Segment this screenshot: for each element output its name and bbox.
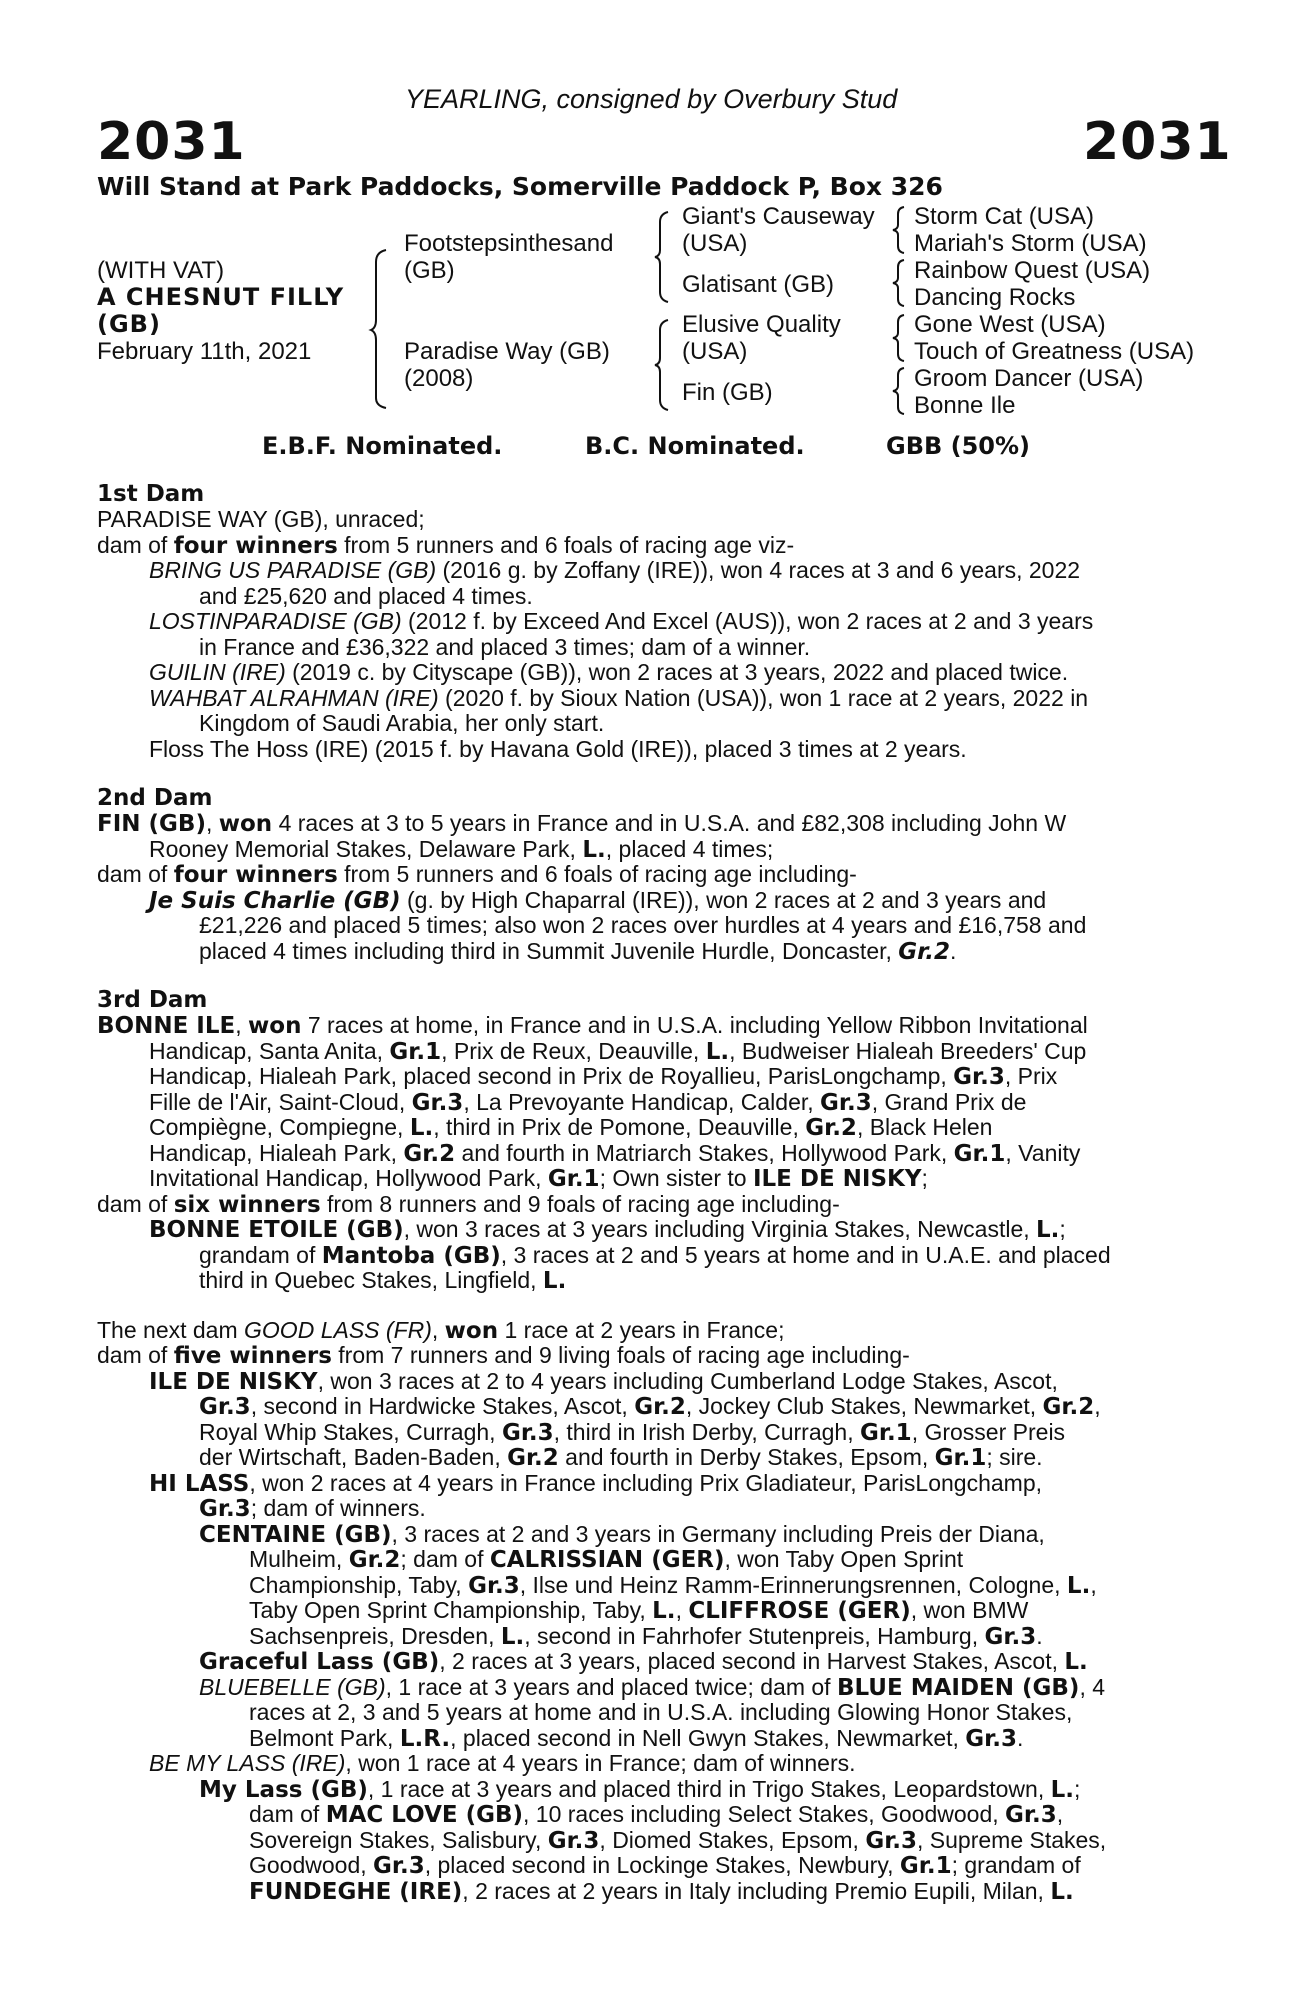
progeny-entry-cont: Sachsenpreis, Dresden, L., second in Fahrhofer Stutenpreis, Hamburg, Gr.3. <box>249 1623 1043 1650</box>
lot-number-right: 2031 <box>1083 112 1232 172</box>
dam-sire: Elusive Quality <box>682 311 841 338</box>
progeny-entry: My Lass (GB), 1 race at 3 years and placed third in Trigo Stakes, Leopardstown, L.; <box>199 1776 1081 1803</box>
progeny-entry-cont: Sovereign Stakes, Salisbury, Gr.3, Diomed Stakes, Epsom, Gr.3, Supreme Stakes, <box>249 1827 1107 1854</box>
third-dam-record-cont: Handicap, Hialeah Park, placed second in Prix de Royallieu, ParisLongchamp, Gr.3, Prix <box>149 1063 1058 1090</box>
progeny-entry: BLUEBELLE (GB), 1 race at 3 years and placed twice; dam of BLUE MAIDEN (GB), 4 <box>199 1674 1106 1701</box>
progeny-entry-cont: Championship, Taby, Gr.3, Ilse und Heinz Ramm-Erinnerungsrennen, Cologne, L., <box>249 1572 1097 1599</box>
bracket-sire <box>654 210 672 302</box>
progeny-entry: HI LASS, won 2 races at 4 years in France including Prix Gladiateur, ParisLongchamp, <box>149 1470 1042 1497</box>
progeny-entry-cont: FUNDEGHE (IRE), 2 races at 2 years in Italy including Premio Eupili, Milan, L. <box>249 1878 1074 1905</box>
second-dam-heading: 2nd Dam <box>97 785 213 811</box>
progeny-entry-cont: dam of MAC LOVE (GB), 10 races including Select Stakes, Goodwood, Gr.3, <box>249 1801 1064 1828</box>
sire-sire-sire: Storm Cat (USA) <box>914 203 1095 230</box>
progeny-entry-cont: third in Quebec Stakes, Lingfield, L. <box>199 1267 567 1294</box>
third-dam-record-cont: Compiègne, Compiegne, L., third in Prix de Pomone, Deauville, Gr.2, Black Helen <box>149 1114 993 1141</box>
stand-location: Will Stand at Park Paddocks, Somerville Paddock P, Box 326 <box>97 172 943 201</box>
progeny-entry: BE MY LASS (IRE), won 1 race at 4 years in France; dam of winners. <box>149 1750 856 1776</box>
bracket-horse <box>370 248 390 408</box>
third-dam-record-cont: Invitational Handicap, Hollywood Park, Gr.1; Own sister to ILE DE NISKY; <box>149 1165 928 1192</box>
foaling-date: February 11th, 2021 <box>97 338 312 365</box>
bracket-ss <box>892 205 908 255</box>
dam-dam-dam: Bonne Ile <box>914 392 1016 419</box>
progeny-entry: LOSTINPARADISE (GB) (2012 f. by Exceed And Excel (AUS)), won 2 races at 2 and 3 years <box>149 608 1094 634</box>
progeny-entry-cont: Belmont Park, L.R., placed second in Nell Gwyn Stakes, Newmarket, Gr.3. <box>249 1725 1024 1752</box>
third-dam-record-cont: Handicap, Santa Anita, Gr.1, Prix de Reux, Deauville, L., Budweiser Hialeah Breeders' Cup <box>149 1038 1087 1065</box>
gbb-percentage: GBB (50%) <box>886 432 1031 460</box>
second-dam-name-line: FIN (GB), won 4 races at 3 to 5 years in France and in U.S.A. and £82,308 including John W <box>97 810 1067 837</box>
sire-dam-sire: Rainbow Quest (USA) <box>914 257 1151 284</box>
progeny-entry: Graceful Lass (GB), 2 races at 3 years, placed second in Harvest Stakes, Ascot, L. <box>199 1648 1088 1675</box>
third-dam-record-cont: Handicap, Hialeah Park, Gr.2 and fourth in Matriarch Stakes, Hollywood Park, Gr.1, Vanity <box>149 1140 1081 1167</box>
bc-nomination: B.C. Nominated. <box>585 432 805 460</box>
dam-name: Paradise Way (GB) <box>404 338 610 365</box>
progeny-entry: WAHBAT ALRAHMAN (IRE) (2020 f. by Sioux Nation (USA)), won 1 race at 2 years, 2022 in <box>149 685 1089 711</box>
dam-sire-country: (USA) <box>682 338 748 365</box>
progeny-entry-cont: races at 2, 3 and 5 years at home and in U.S.A. including Glowing Honor Stakes, <box>249 1699 1073 1725</box>
third-dam-produce-line: dam of six winners from 8 runners and 9 foals of racing age including- <box>97 1191 840 1218</box>
next-dam-produce-line: dam of five winners from 7 runners and 9 living foals of racing age including- <box>97 1342 910 1369</box>
sire-sire: Giant's Causeway <box>682 203 875 230</box>
third-dam-heading: 3rd Dam <box>97 987 208 1013</box>
sire-sire-dam: Mariah's Storm (USA) <box>914 230 1147 257</box>
progeny-entry-cont: der Wirtschaft, Baden-Baden, Gr.2 and fourth in Derby Stakes, Epsom, Gr.1; sire. <box>199 1444 1043 1471</box>
progeny-entry-cont: Gr.3; dam of winners. <box>199 1495 426 1522</box>
sire-name: Footstepsinthesand <box>404 230 614 257</box>
progeny-entry-cont: Goodwood, Gr.3, placed second in Lockinge Stakes, Newbury, Gr.1; grandam of <box>249 1852 1081 1879</box>
dam-sire-dam: Touch of Greatness (USA) <box>914 338 1195 365</box>
progeny-entry: ILE DE NISKY, won 3 races at 2 to 4 years including Cumberland Lodge Stakes, Ascot, <box>149 1368 1058 1395</box>
horse-name-suffix: (GB) <box>97 310 161 338</box>
progeny-entry-cont: Kingdom of Saudi Arabia, her only start. <box>199 710 605 736</box>
progeny-entry-cont: Royal Whip Stakes, Curragh, Gr.3, third in Irish Derby, Curragh, Gr.1, Grosser Preis <box>199 1419 1066 1446</box>
third-dam-name-line: BONNE ILE, won 7 races at home, in France and in U.S.A. including Yellow Ribbon Invitational <box>97 1012 1088 1039</box>
progeny-entry: GUILIN (IRE) (2019 c. by Cityscape (GB)), won 2 races at 3 years, 2022 and placed twice. <box>149 659 1069 685</box>
second-dam-record-cont: Rooney Memorial Stakes, Delaware Park, L., placed 4 times; <box>149 836 774 863</box>
dam-sire-sire: Gone West (USA) <box>914 311 1106 338</box>
progeny-entry: BRING US PARADISE (GB) (2016 g. by Zoffany (IRE)), won 4 races at 3 and 6 years, 2022 <box>149 557 1081 583</box>
lot-number-left: 2031 <box>97 112 246 172</box>
third-dam-record-cont: Fille de l'Air, Saint-Cloud, Gr.3, La Prevoyante Handicap, Calder, Gr.3, Grand Prix de <box>149 1089 1027 1116</box>
dam-dam: Fin (GB) <box>682 379 773 406</box>
progeny-entry: BONNE ETOILE (GB), won 3 races at 3 years including Virginia Stakes, Newcastle, L.; <box>149 1216 1066 1243</box>
sire-sire-country: (USA) <box>682 230 748 257</box>
progeny-entry-cont: Mulheim, Gr.2; dam of CALRISSIAN (GER), won Taby Open Sprint <box>249 1546 964 1573</box>
next-dam-line: The next dam GOOD LASS (FR), won 1 race at 2 years in France; <box>97 1317 785 1344</box>
sire-dam-dam: Dancing Rocks <box>914 284 1076 311</box>
bracket-sd <box>892 258 908 308</box>
progeny-entry-cont: and £25,620 and placed 4 times. <box>199 583 533 609</box>
progeny-entry: Je Suis Charlie (GB) (g. by High Chaparral (IRE)), won 2 races at 2 and 3 years and <box>149 887 1047 914</box>
progeny-entry-cont: placed 4 times including third in Summit Juvenile Hurdle, Doncaster, Gr.2. <box>199 938 957 965</box>
progeny-entry-cont: Taby Open Sprint Championship, Taby, L., CLIFFROSE (GER), won BMW <box>249 1597 1029 1624</box>
ebf-nomination: E.B.F. Nominated. <box>262 432 503 460</box>
consignment-line: YEARLING, consigned by Overbury Stud <box>405 84 898 114</box>
horse-name: A CHESNUT FILLY <box>97 283 345 311</box>
bracket-dam <box>654 318 672 410</box>
vat-label: (WITH VAT) <box>97 257 225 284</box>
first-dam-name-line: PARADISE WAY (GB), unraced; <box>97 506 425 532</box>
progeny-entry-cont: grandam of Mantoba (GB), 3 races at 2 and 5 years at home and in U.A.E. and placed <box>199 1242 1111 1269</box>
dam-year: (2008) <box>404 365 474 392</box>
sire-country: (GB) <box>404 257 455 284</box>
progeny-entry: CENTAINE (GB), 3 races at 2 and 3 years in Germany including Preis der Diana, <box>199 1521 1045 1548</box>
bracket-dd <box>892 366 908 416</box>
dam-dam-sire: Groom Dancer (USA) <box>914 365 1144 392</box>
first-dam-heading: 1st Dam <box>97 481 205 507</box>
progeny-entry-cont: Gr.3, second in Hardwicke Stakes, Ascot, Gr.2, Jockey Club Stakes, Newmarket, Gr.2, <box>199 1393 1101 1420</box>
progeny-entry: Floss The Hoss (IRE) (2015 f. by Havana Gold (IRE)), placed 3 times at 2 years. <box>149 736 967 762</box>
second-dam-produce-line: dam of four winners from 5 runners and 6 foals of racing age including- <box>97 861 857 888</box>
first-dam-produce-line: dam of four winners from 5 runners and 6 foals of racing age viz- <box>97 532 795 559</box>
bracket-ds <box>892 313 908 363</box>
progeny-entry-cont: £21,226 and placed 5 times; also won 2 races over hurdles at 4 years and £16,758 and <box>199 912 1087 938</box>
sire-dam: Glatisant (GB) <box>682 271 835 298</box>
progeny-entry-cont: in France and £36,322 and placed 3 times; dam of a winner. <box>199 634 811 660</box>
